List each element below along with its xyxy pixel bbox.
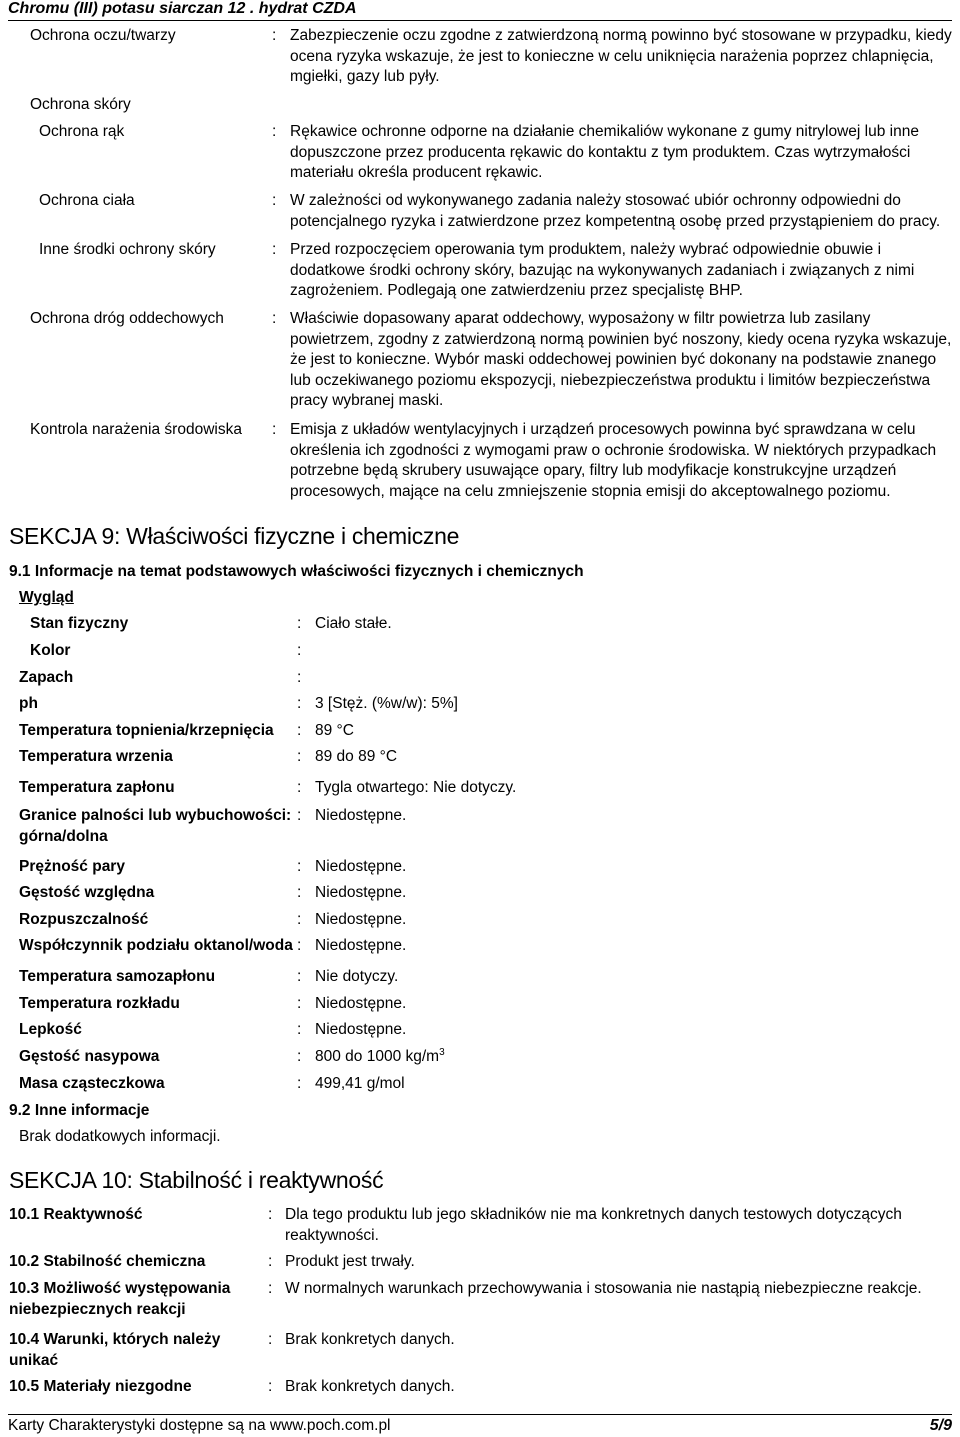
colon: : (297, 748, 302, 765)
label-body-protection: Ochrona ciała (39, 192, 135, 209)
section-10-title: SEKCJA 10: Stabilność i reaktywność (9, 1167, 384, 1193)
s10-label: 10.4 Warunki, których należy unikać (9, 1331, 221, 1369)
colon: : (272, 27, 277, 44)
prop-label: Temperatura rozkładu (19, 995, 180, 1012)
prop-value: Niedostępne. (315, 858, 407, 875)
value-environmental-control: Emisja z układów wentylacyjnych i urządzeń procesowych powinna być sprawdzana w celu określenia ich zgodności z wymogami praw o ochronie środowiska. W niektórych przypadkach potrzebne będą skrubery usuwające opary, filtry lub modyfikacje konstrukcyjne urządzeń procesowych, mające na celu zmniejszenie stopnia emisji do akceptowalnego poziomu. (290, 421, 937, 500)
colon: : (268, 1331, 273, 1348)
colon: : (297, 669, 302, 686)
prop-label-continued: górna/dolna (19, 828, 108, 845)
colon: : (297, 779, 302, 796)
prop-label: ph (19, 695, 38, 712)
colon: : (272, 192, 277, 209)
page-number: 5/9 (929, 1417, 952, 1434)
prop-value (315, 1047, 445, 1068)
colon: : (272, 123, 277, 140)
colon: : (297, 858, 302, 875)
colon: : (268, 1280, 273, 1297)
prop-label: Gęstość nasypowa (19, 1048, 160, 1065)
colon: : (297, 968, 302, 985)
prop-value: Niedostępne. (315, 1021, 407, 1038)
s10-label: 10.3 Możliwość występowania niebezpiecznych reakcji (9, 1280, 231, 1318)
superscript: 3 (439, 1046, 445, 1058)
colon: : (297, 884, 302, 901)
colon: : (297, 1075, 302, 1092)
s10-value: W normalnych warunkach przechowywania i stosowania nie nastąpią niebezpieczne reakcje. (285, 1280, 922, 1297)
value-eye-protection: Zabezpieczenie oczu zgodne z zatwierdzoną normą powinno być stosowane w przypadku, kiedy ocena ryzyka wskazuje, że jest to konieczne w celu uniknięcia narażenia poprzez chlapnięcia, mgiełki, gazy lub pyły. (290, 27, 952, 85)
s10-value: Brak konkretych danych. (285, 1378, 455, 1395)
prop-label: Temperatura zapłonu (19, 779, 175, 796)
prop-label: Zapach (19, 669, 74, 686)
other-info-text: Brak dodatkowych informacji. (19, 1128, 221, 1145)
section-9-title: SEKCJA 9: Właściwości fizyczne i chemiczne (9, 523, 460, 549)
page-header (8, 0, 952, 21)
prop-value: Nie dotyczy. (315, 968, 399, 985)
section-9-1-heading: 9.1 Informacje na temat podstawowych właściwości fizycznych i chemicznych (9, 563, 584, 580)
prop-label: Kolor (30, 642, 71, 659)
page-footer (8, 1414, 952, 1435)
value-respiratory-protection: Właściwie dopasowany aparat oddechowy, wyposażony w filtr powietrza lub zasilany powietrzem, zgodny z zatwierdzoną normą powinien być noszony, kiedy ocena ryzyka wskazuje, że jest to konieczne. Wybór maski oddechowej powinien być dokonany na podstawie znanego lub oczekiwanego poziomu ekspozycji, niebezpieczeństwa produktu i limitów bezpieczeństwa pracy wybranej maski. (290, 310, 952, 409)
s10-label: 10.2 Stabilność chemiczna (9, 1253, 206, 1270)
document-title: Chromu (III) potasu siarczan 12 . hydrat CZDA (8, 0, 357, 17)
prop-value: 89 do 89 °C (315, 748, 398, 765)
bulk-density-value: 800 do 1000 kg/m (315, 1048, 440, 1065)
colon: : (297, 615, 302, 632)
colon: : (268, 1253, 273, 1270)
colon: : (297, 1048, 302, 1065)
s10-value: Dla tego produktu lub jego składników nie ma konkretnych danych testowych dotyczących reaktywności. (285, 1206, 902, 1244)
prop-value: Niedostępne. (315, 807, 407, 824)
prop-value: Niedostępne. (315, 911, 407, 928)
colon: : (297, 911, 302, 928)
colon: : (297, 1021, 302, 1038)
colon: : (272, 310, 277, 327)
label-skin-protection: Ochrona skóry (30, 96, 131, 113)
prop-value: 89 °C (315, 722, 354, 739)
s10-label: 10.5 Materiały niezgodne (9, 1378, 192, 1395)
value-body-protection: W zależności od wykonywanego zadania należy stosować ubiór ochronny odpowiedni do potencjalnego ryzyka i zatwierdzone przez kompetentną osobę przed przystąpieniem do pracy. (290, 192, 941, 230)
appearance-heading: Wygląd (19, 589, 74, 606)
value-other-skin-protection: Przed rozpoczęciem operowania tym produktem, należy wybrać odpowiednie obuwie i dodatkowe środki ochrony skóry, bazując na wykonywanych zadaniach i związanych z nimi zagrożeniem. Podlegają one zatwierdzeniu przez specjalistę BHP. (290, 241, 915, 299)
label-environmental-control: Kontrola narażenia środowiska (30, 421, 242, 438)
prop-label: Współczynnik podziału oktanol/woda (19, 937, 293, 954)
s10-label: 10.1 Reaktywność (9, 1206, 143, 1223)
colon: : (268, 1206, 273, 1223)
prop-value: Niedostępne. (315, 937, 407, 954)
prop-label: Stan fizyczny (30, 615, 129, 632)
value-hand-protection: Rękawice ochronne odporne na działanie chemikaliów wykonane z gumy nitrylowej lub inne dopuszczone przez producenta rękawic do kontaktu z tym produktem. Czas wytrzymałości materiału określa producent rękawic. (290, 123, 919, 181)
prop-label: Prężność pary (19, 858, 125, 875)
section-9-2-heading: 9.2 Inne informacje (9, 1102, 150, 1119)
prop-label: Temperatura wrzenia (19, 748, 173, 765)
prop-label: Rozpuszczalność (19, 911, 149, 928)
prop-value: 499,41 g/mol (315, 1075, 405, 1092)
prop-label: Temperatura samozapłonu (19, 968, 216, 985)
prop-label: Temperatura topnienia/krzepnięcia (19, 722, 274, 739)
colon: : (297, 642, 302, 659)
prop-value: Niedostępne. (315, 884, 407, 901)
colon: : (297, 937, 302, 954)
colon: : (272, 421, 277, 438)
prop-value: Niedostępne. (315, 995, 407, 1012)
prop-value: Ciało stałe. (315, 615, 392, 632)
footer-link-text: Karty Charakterystyki dostępne są na www.poch.com.pl (8, 1417, 391, 1434)
prop-label: Granice palności lub wybuchowości: (19, 807, 292, 824)
prop-label: Lepkość (19, 1021, 82, 1038)
colon: : (297, 695, 302, 712)
prop-label: Gęstość względna (19, 884, 155, 901)
prop-value: Tygla otwartego: Nie dotyczy. (315, 779, 517, 796)
colon: : (297, 722, 302, 739)
colon: : (268, 1378, 273, 1395)
label-respiratory-protection: Ochrona dróg oddechowych (30, 310, 224, 327)
s10-value: Produkt jest trwały. (285, 1253, 415, 1270)
colon: : (297, 807, 302, 824)
label-eye-protection: Ochrona oczu/twarzy (30, 27, 176, 44)
label-hand-protection: Ochrona rąk (39, 123, 125, 140)
s10-value: Brak konkretych danych. (285, 1331, 455, 1348)
prop-value: 3 [Stęż. (%w/w): 5%] (315, 695, 458, 712)
prop-label: Masa cząsteczkowa (19, 1075, 165, 1092)
label-other-skin-protection: Inne środki ochrony skóry (39, 241, 216, 258)
colon: : (272, 241, 277, 258)
colon: : (297, 995, 302, 1012)
